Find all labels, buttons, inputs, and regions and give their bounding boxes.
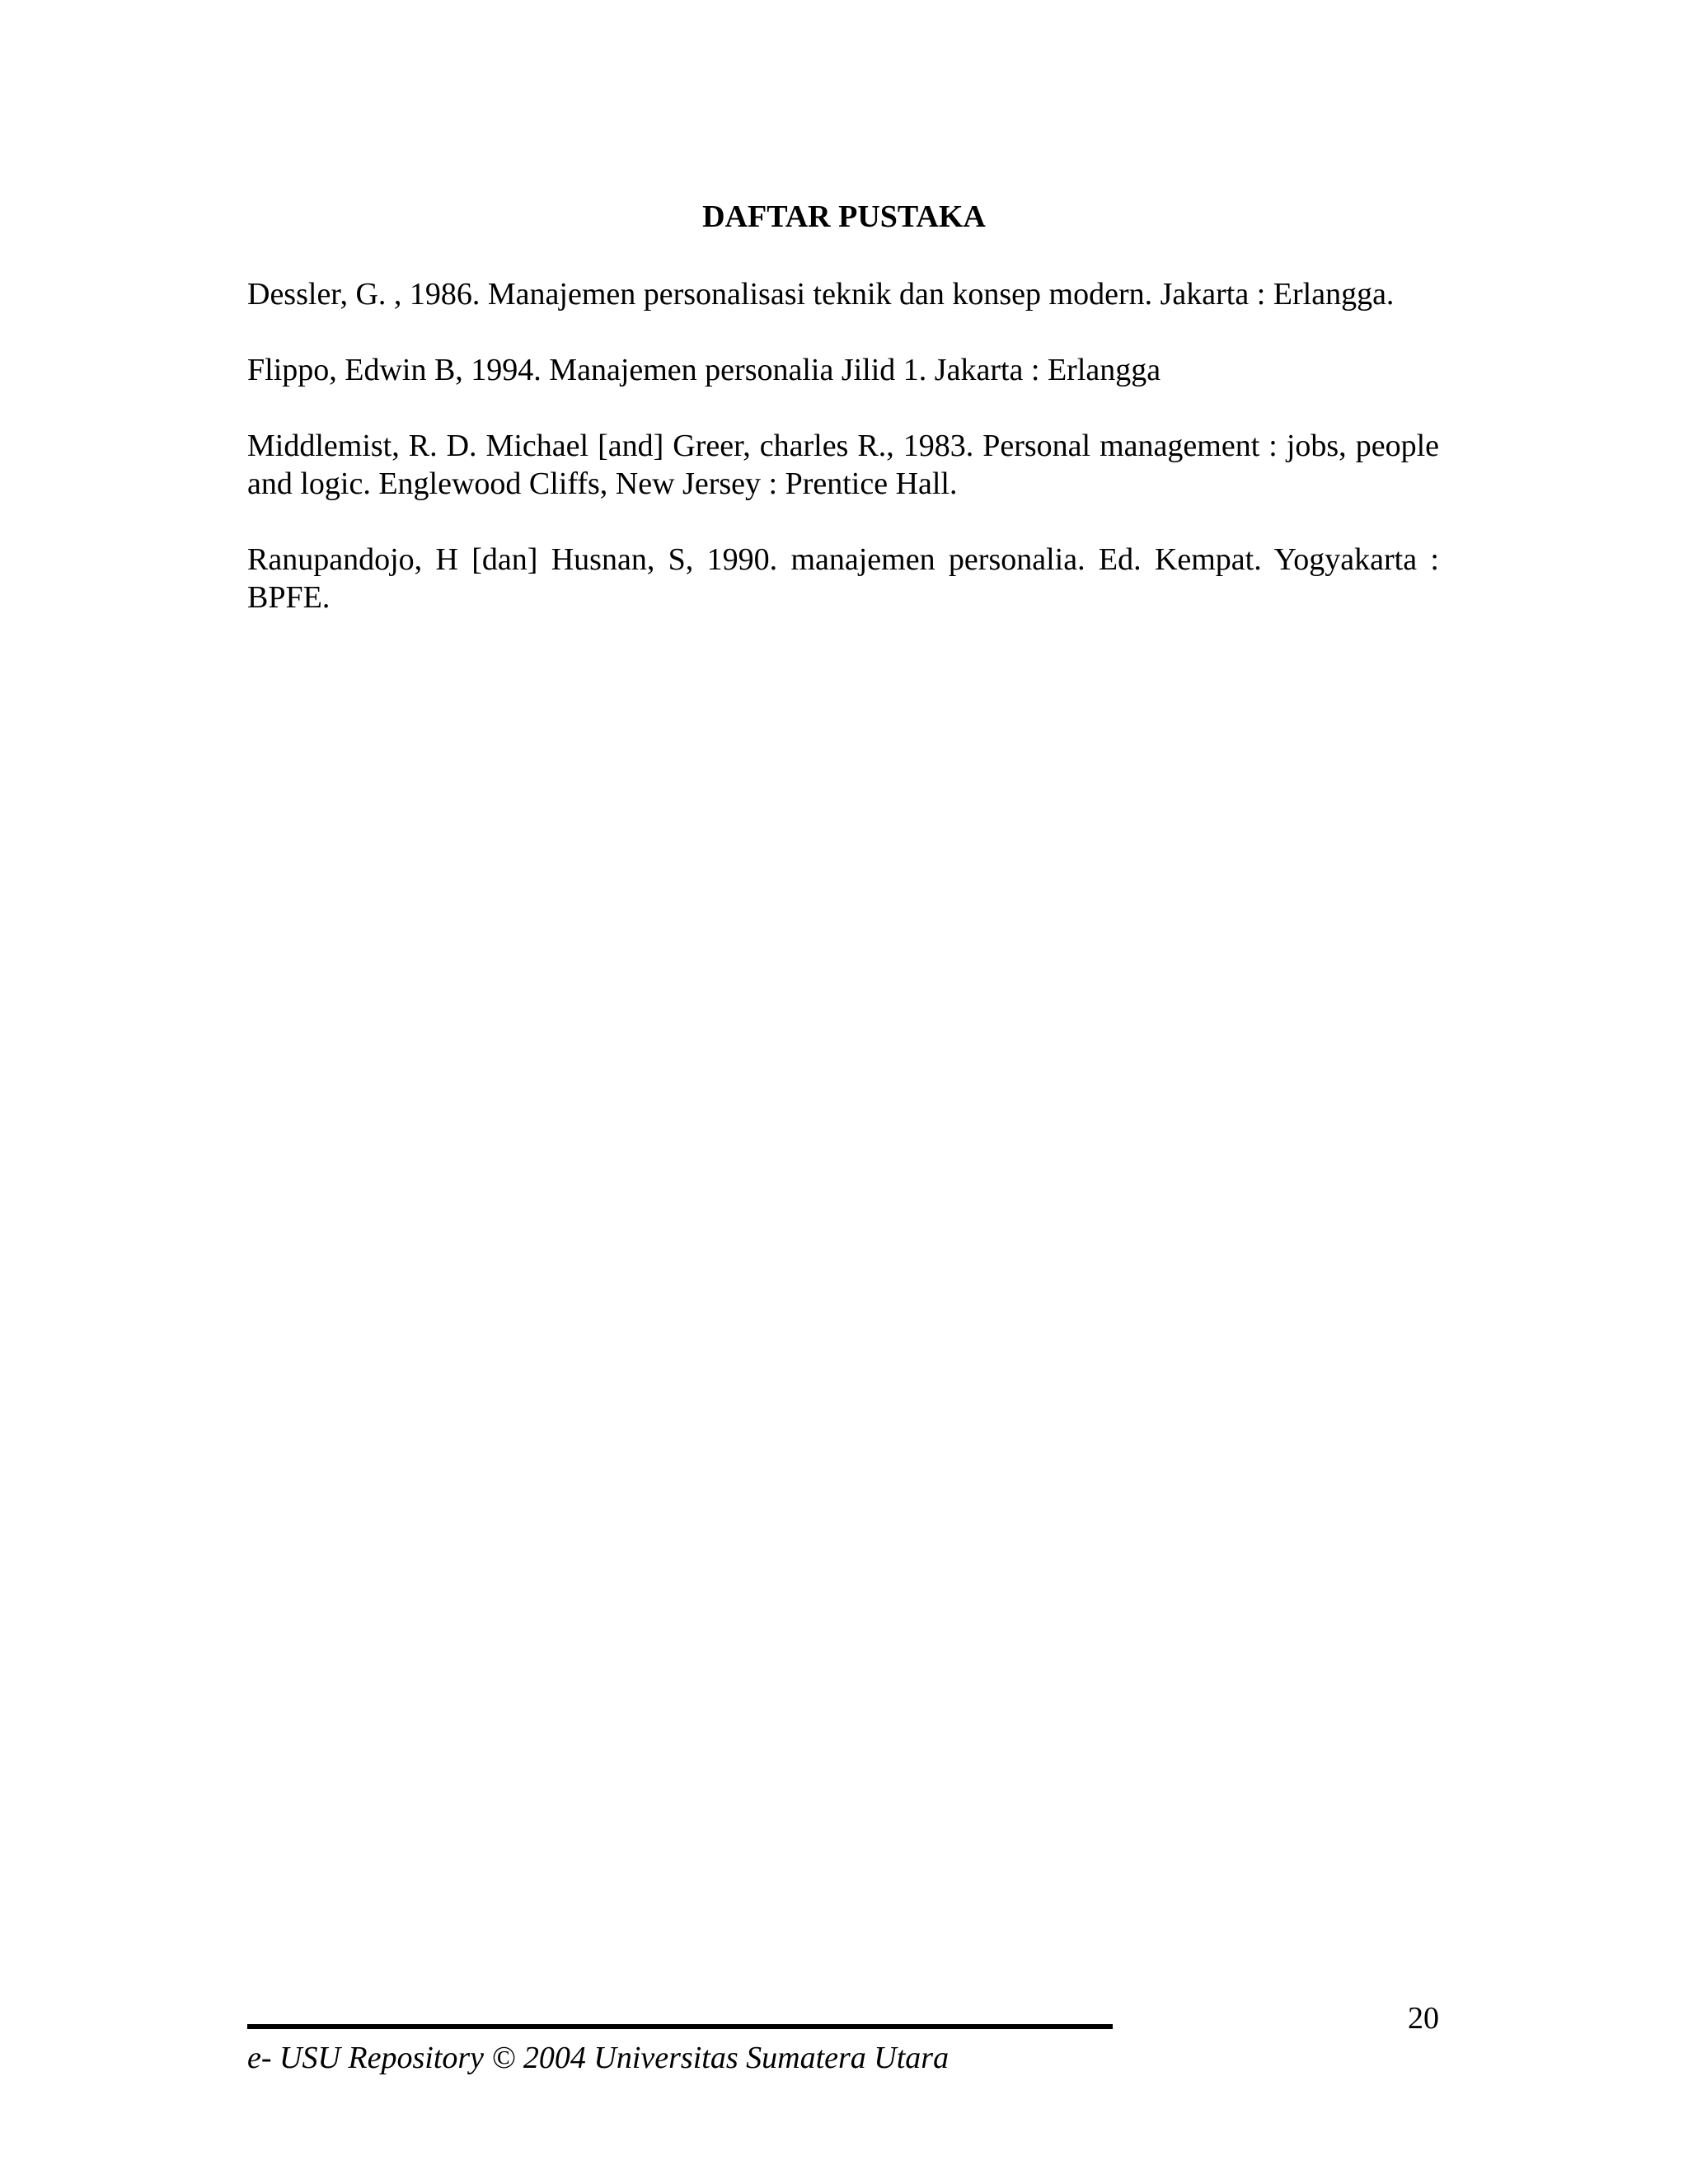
reference-item-middlemist: Middlemist, R. D. Michael [and] Greer, charles R., 1983. Personal management : jobs, people and logic. Englewood Cliffs, New Jersey : Prentice Hall. [247,429,1439,501]
reference-item-flippo: Flippo, Edwin B, 1994. Manajemen personalia Jilid 1. Jakarta : Erlangga [247,353,1161,387]
footer-divider [247,2024,1113,2029]
reference-item-dessler: Dessler, G. , 1986. Manajemen personalisasi teknik dan konsep modern. Jakarta : Erlangga. [247,277,1395,312]
page-title: DAFTAR PUSTAKA [702,199,986,234]
footer-repository-text: e- USU Repository © 2004 Universitas Sumatera Utara [247,2041,950,2075]
reference-item-ranupandojo: Ranupandojo, H [dan] Husnan, S, 1990. manajemen personalia. Ed. Kempat. Yogyakarta : BPFE. [247,542,1439,615]
page-number: 20 [1408,2001,1439,2036]
reference-list [247,275,1439,654]
